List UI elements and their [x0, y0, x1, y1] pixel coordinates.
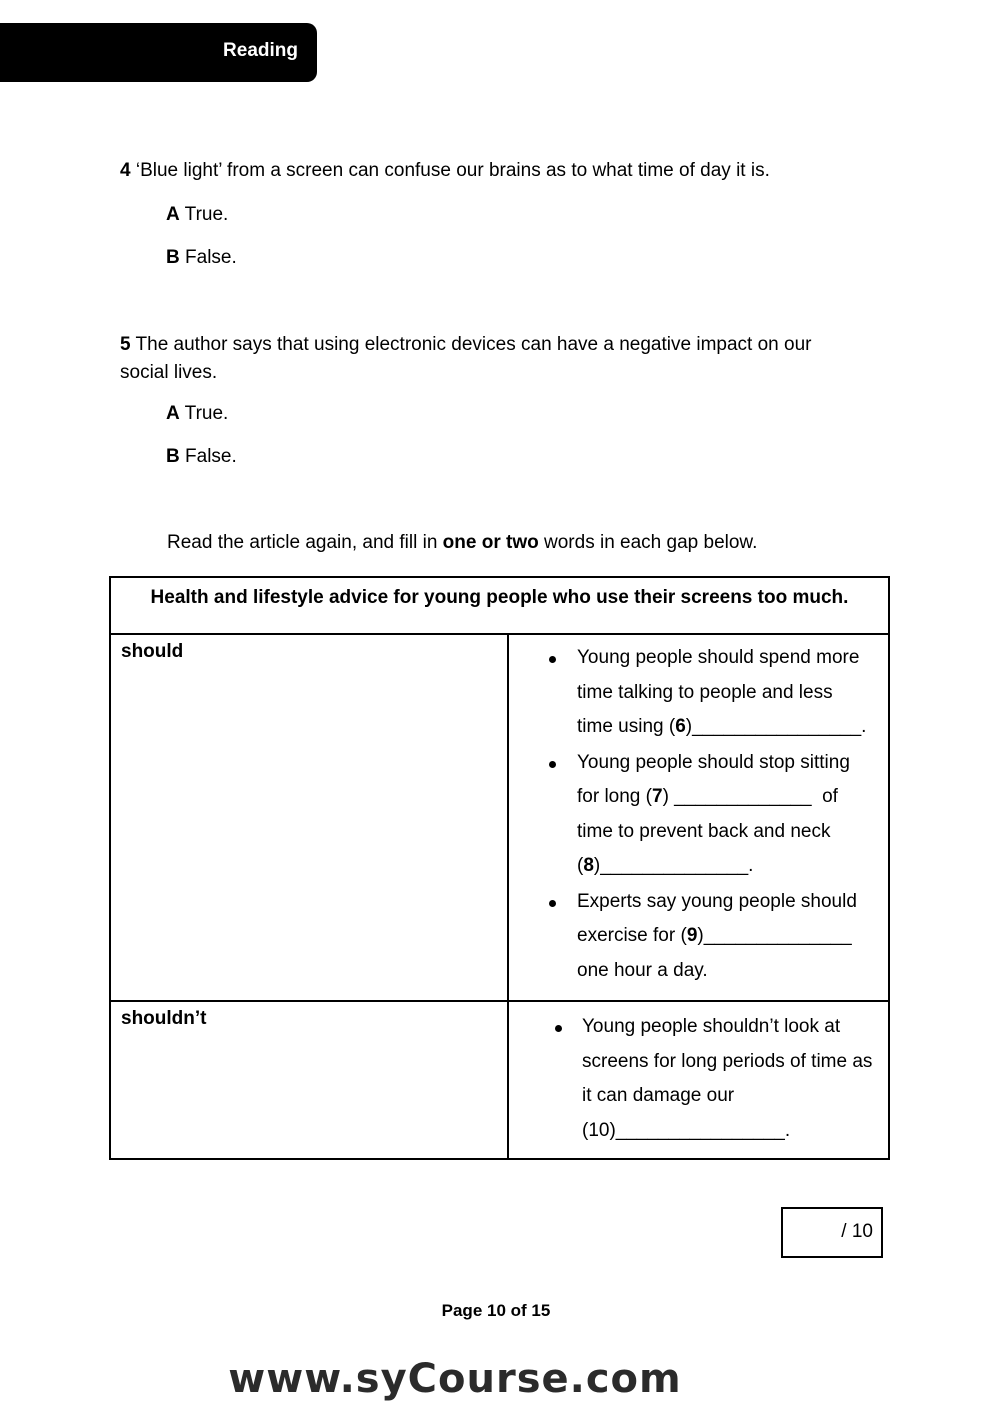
list-item: [509, 1010, 888, 1148]
instruction-text: Read the article again, and fill in: [167, 532, 443, 553]
bullet-text: exercise for (: [577, 925, 687, 946]
question-5-option-b[interactable]: [166, 446, 237, 468]
page-number: [0, 1301, 992, 1321]
page-label: Page: [441, 1301, 487, 1320]
option-text: True.: [184, 204, 229, 225]
shouldnt-label: shouldn’t: [110, 1001, 508, 1159]
score-box: [781, 1207, 883, 1258]
question-4-option-b[interactable]: [166, 247, 237, 269]
page-total: 15: [531, 1301, 551, 1320]
bullet-text: Young people shouldn’t look at: [582, 1016, 841, 1037]
table-header-text: Health and lifestyle advice for young people who use their screens too much.: [150, 587, 849, 608]
option-letter: A: [166, 204, 180, 225]
advice-table: [109, 576, 890, 1160]
watermark-brand: www.syCourse.com: [228, 1356, 682, 1402]
bullet-text: time to prevent back and neck: [577, 820, 831, 842]
question-5-text-line1: The author says that using electronic devices can have a negative impact on our: [135, 334, 812, 355]
should-label: should: [110, 634, 508, 1001]
instruction-emphasis: one or two: [442, 532, 539, 553]
section-tab-label: Reading: [223, 40, 298, 61]
bullet-text: (: [577, 855, 584, 876]
gap-8-blank[interactable]: )______________.: [593, 855, 754, 876]
bullet-text: it can damage our: [582, 1085, 735, 1106]
bullet-text: screens for long periods of time as: [582, 1050, 873, 1072]
question-5-text-line2: social lives.: [120, 362, 218, 383]
gap-number-8: 8: [583, 855, 594, 876]
option-letter: B: [166, 446, 180, 467]
instruction: [167, 532, 757, 554]
gap-number-9: 9: [686, 925, 698, 946]
table-row-shouldnt: [110, 1001, 889, 1159]
table-header: [110, 577, 889, 634]
section-tab: [0, 23, 317, 82]
option-text: True.: [184, 403, 229, 424]
table-row-should: [110, 634, 889, 1001]
gap-9-blank[interactable]: )______________: [697, 925, 852, 946]
option-text: False.: [185, 247, 237, 268]
bullet-text: Young people should stop sitting: [577, 751, 850, 773]
question-5-option-a[interactable]: [166, 403, 228, 425]
question-4-text: ‘Blue light’ from a screen can confuse our brains as to what time of day it is.: [135, 160, 770, 181]
gap-number-7: 7: [651, 786, 663, 807]
question-5-number: 5: [120, 334, 131, 355]
option-letter: A: [166, 403, 180, 424]
bullet-text: for long (: [577, 786, 652, 807]
gap-7-blank[interactable]: ) _____________ of: [662, 786, 838, 807]
bullet-text: time using (: [577, 716, 676, 737]
question-5: [120, 331, 811, 387]
instruction-text-end: words in each gap below.: [538, 532, 758, 553]
question-4-number: 4: [120, 160, 131, 181]
option-letter: B: [166, 247, 180, 268]
question-4: [120, 157, 770, 185]
list-item: [509, 885, 888, 989]
shouldnt-content: [508, 1001, 889, 1159]
gap-number-6: 6: [675, 716, 686, 737]
option-text: False.: [185, 446, 237, 467]
bullet-text: time talking to people and less: [577, 681, 833, 703]
gap-6-blank[interactable]: )________________.: [685, 716, 867, 737]
should-content: [508, 634, 889, 1001]
page-current: 10: [487, 1301, 506, 1320]
list-item: [509, 746, 888, 884]
bullet-text: Young people should spend more: [577, 647, 860, 668]
question-4-option-a[interactable]: [166, 204, 228, 226]
list-item: [509, 641, 888, 745]
bullet-text: one hour a day.: [577, 959, 708, 981]
score-text: / 10: [841, 1221, 873, 1242]
gap-10-blank[interactable]: (10)________________.: [582, 1119, 791, 1141]
bullet-text: Experts say young people should: [577, 890, 857, 912]
page-of: of: [505, 1301, 532, 1320]
